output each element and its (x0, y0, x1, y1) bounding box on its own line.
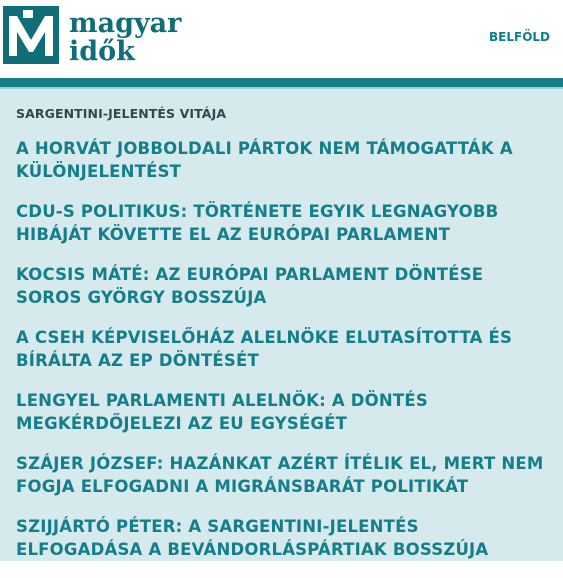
list-item (16, 389, 551, 452)
article-link[interactable]: SZIJJÁRTÓ PÉTER: A SARGENTINI-JELENTÉS ELFOGADÁSA A BEVÁNDORLÁSPÁRTIAK BOSSZÚJA (16, 517, 489, 559)
list-item (16, 263, 551, 326)
header-divider-bar (0, 78, 563, 87)
article-link[interactable]: KOCSIS MÁTÉ: AZ EURÓPAI PARLAMENT DÖNTÉSE SOROS GYÖRGY BOSSZÚJA (16, 265, 484, 307)
logo-text-line2: idők (69, 36, 135, 64)
article-link[interactable]: A HORVÁT JOBBOLDALI PÁRTOK NEM TÁMOGATTÁK A KÜLÖNJELENTÉST (16, 139, 513, 181)
related-articles-box (0, 89, 563, 561)
article-list (16, 137, 551, 578)
article-link[interactable]: A CSEH KÉPVISELŐHÁZ ALELNÖKE ELUTASÍTOTTA ÉS BÍRÁLTA AZ EP DÖNTÉSÉT (16, 328, 513, 370)
magyar-idok-logo[interactable] (3, 6, 193, 64)
list-item (16, 515, 551, 578)
section-title: SARGENTINI-JELENTÉS VITÁJA (16, 106, 227, 121)
list-item (16, 452, 551, 515)
list-item (16, 137, 551, 200)
article-link[interactable]: CDU-S POLITIKUS: TÖRTÉNETE EGYIK LEGNAGYOBB HIBÁJÁT KÖVETTE EL AZ EURÓPAI PARLAMENT (16, 202, 499, 244)
logo-dot (23, 10, 33, 18)
list-item (16, 200, 551, 263)
site-header (0, 0, 563, 78)
nav-link-belfold[interactable]: BELFÖLD (489, 30, 550, 44)
article-link[interactable]: SZÁJER JÓZSEF: HAZÁNKAT AZÉRT ÍTÉLIK EL, MERT NEM FOGJA ELFOGADNI A MIGRÁNSBARÁT POLITIKÁT (16, 454, 544, 496)
list-item (16, 326, 551, 389)
article-link[interactable]: LENGYEL PARLAMENTI ALELNÖK: A DÖNTÉS MEGKÉRDŐJELEZI AZ EU EGYSÉGÉT (16, 391, 428, 433)
logo-text-line1: magyar (69, 8, 182, 39)
